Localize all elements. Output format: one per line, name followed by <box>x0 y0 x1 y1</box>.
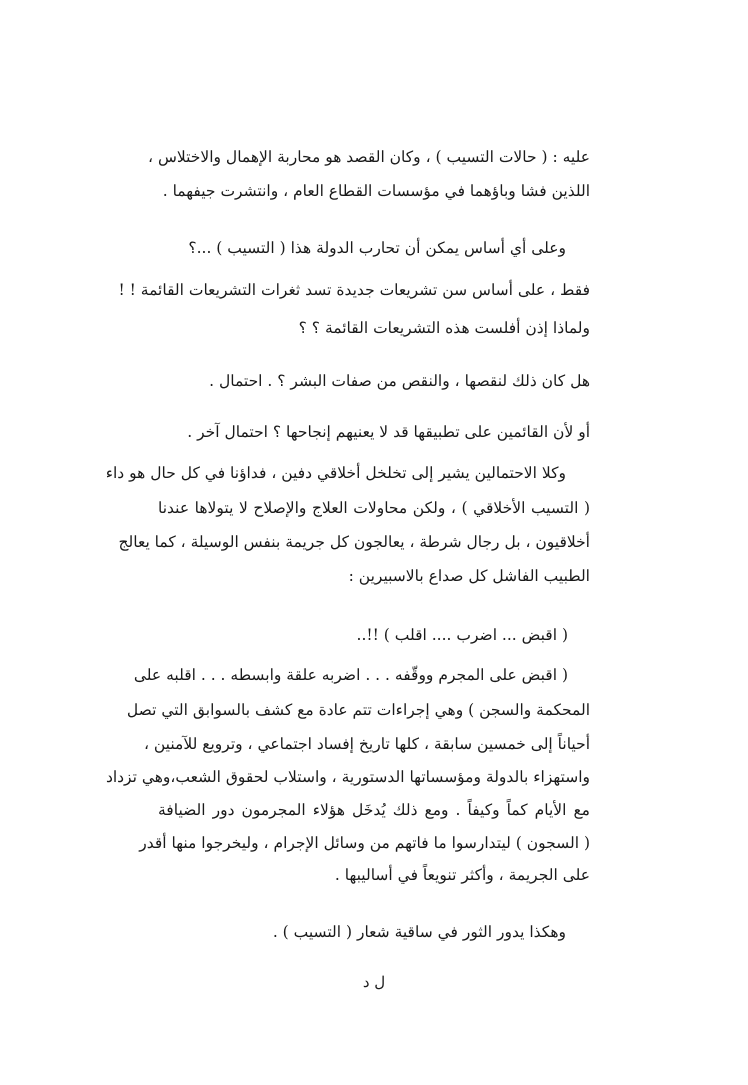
text-line: مع الأيام كماً وكيفاً . ومع ذلك يُدخَل هؤلاء المجرمون دور الضيافة <box>158 801 590 819</box>
text-line: أخلاقيون ، بل رجال شرطة ، يعالجون كل جريمة بنفس الوسيلة ، كما يعالج <box>118 533 590 551</box>
text-line: واستهزاء بالدولة ومؤسساتها الدستورية ، واستلاب لحقوق الشعب،وهي تزداد <box>105 768 590 786</box>
text-line: على الجريمة ، وأكثر تنويعاً في أساليبها . <box>334 866 590 884</box>
text-line: عليه : ( حالات التسيب ) ، وكان القصد هو محاربة الإهمال والاختلاس ، <box>148 148 590 166</box>
text-line: اللذين فشا وباؤهما في مؤسسات القطاع العام ، وانتشرت جيفهما . <box>162 182 590 200</box>
text-line: ( التسيب الأخلاقي ) ، ولكن محاولات العلاج والإصلاح لا يتولاها عندنا <box>158 499 590 517</box>
text-line: الطبيب الفاشل كل صداع بالاسبيرين : <box>348 567 590 585</box>
text-line: وكلا الاحتمالين يشير إلى تخلخل أخلاقي دفين ، فداؤنا في كل حال هو داء <box>105 464 566 482</box>
text-line: أحياناً إلى خمسين سابقة ، كلها تاريخ إفساد اجتماعي ، وترويع للآمنين ، <box>143 735 590 753</box>
text-line: المحكمة والسجن ) وهي إجراءات تتم عادة مع كشف بالسوابق التي تصل <box>126 701 590 719</box>
text-line: ولماذا إذن أفلست هذه التشريعات القائمة ؟ ؟ <box>298 319 590 337</box>
text-line: ( اقبض على المجرم ووقّفه . . . اضربه علقة وابسطه . . . اقلبه على <box>133 666 568 684</box>
text-line: ( السجون ) ليتدارسوا ما فاتهم من وسائل الإجرام ، وليخرجوا منها أقدر <box>139 834 590 852</box>
text-line: فقط ، على أساس سن تشريعات جديدة تسد ثغرات التشريعات القائمة ! ! <box>118 281 590 299</box>
text-line: ( اقبض ... اضرب .... اقلب ) !!.. <box>356 626 568 644</box>
text-line: هل كان ذلك لنقصها ، والنقص من صفات البشر ؟ . احتمال . <box>209 372 590 390</box>
text-line: وهكذا يدور الثور في ساقية شعار ( التسيب ) . <box>272 923 566 941</box>
text-line: وعلى أي أساس يمكن أن تحارب الدولة هذا ( التسيب ) ...؟ <box>188 239 566 257</box>
text-line: أو لأن القائمين على تطبيقها قد لا يعنيهم إنجاحها ؟ احتمال آخر . <box>187 423 590 441</box>
page-number: ل د <box>362 973 386 991</box>
